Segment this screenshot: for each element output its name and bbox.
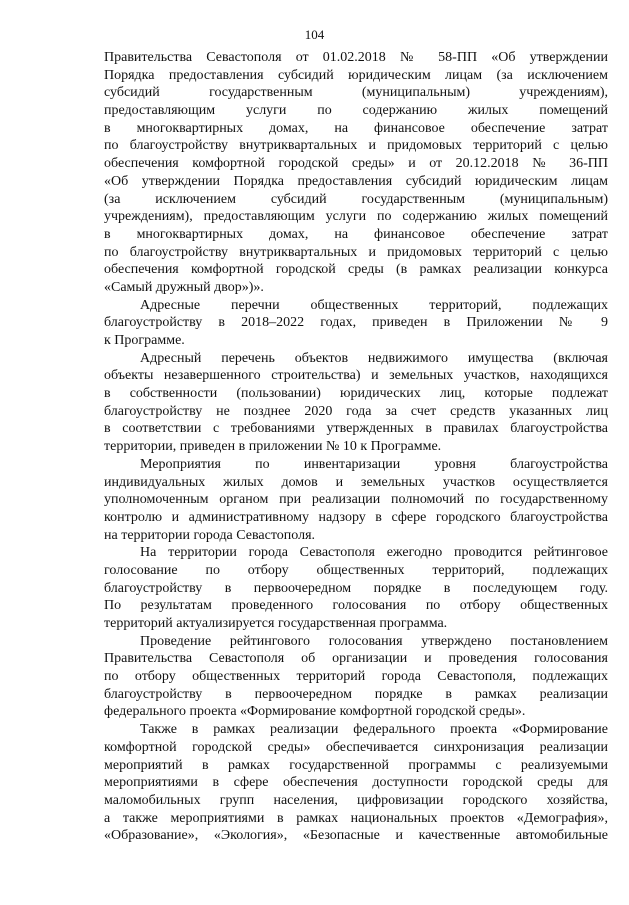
paragraph — [104, 633, 608, 721]
text-line: а также мероприятиями в рамках национальных проектов «Демография», — [104, 810, 608, 826]
text-line: на территории города Севастополя. — [104, 527, 316, 543]
text-line: Проведение рейтингового голосования утверждено постановлением — [140, 633, 608, 649]
text-line: по благоустройству внутриквартальных и придомовых территорий с целью — [104, 138, 608, 154]
text-line: в многоквартирных домах, на финансовое обеспечение затрат — [104, 226, 608, 242]
text-line: в многоквартирных домах, на финансовое обеспечение затрат — [104, 120, 608, 136]
text-line: в соответствии с требованиями утвержденных в правилах благоустройства — [104, 421, 608, 437]
paragraph — [104, 456, 608, 544]
paragraph — [104, 721, 608, 845]
text-line: мероприятий в рамках государственной программы с реализуемыми — [104, 757, 608, 773]
text-line: мероприятиями в сфере обеспечения доступности городской среды для — [104, 775, 608, 791]
text-line: объекты незавершенного строительства) и земельных участков, находящихся — [104, 368, 608, 384]
text-line: уполномоченным органом при реализации полномочий по государственному — [104, 492, 608, 508]
paragraph — [104, 49, 608, 297]
text-line: комфортной городской среды» обеспечивается синхронизация реализации — [104, 739, 608, 755]
text-line: На территории города Севастополя ежегодно проводится рейтинговое — [140, 545, 608, 561]
text-line: индивидуальных жилых домов и земельных участков осуществляется — [104, 474, 608, 490]
text-line: благоустройству в первоочередном порядке в последующем году. — [104, 580, 608, 596]
text-line: учреждениям), предоставляющим услуги по содержанию жилых помещений — [104, 209, 608, 225]
text-line: по отбору общественных территорий города Севастополя, подлежащих — [104, 669, 608, 685]
text-line: субсидий государственным (муниципальным) учреждениям), — [104, 85, 608, 101]
text-line: маломобильных групп населения, цифровизации городского хозяйства, — [104, 792, 608, 808]
text-line: благоустройству в 2018–2022 годах, приведен в Приложении № 9 — [104, 315, 608, 331]
text-line: Адресный перечень объектов недвижимого имущества (включая — [140, 350, 608, 366]
text-line: Мероприятия по инвентаризации уровня благоустройства — [140, 456, 608, 472]
text-line: в собственности (пользовании) юридических лиц, которые подлежат — [104, 386, 608, 402]
paragraph — [104, 350, 608, 456]
text-line: Адресные перечни общественных территорий, подлежащих — [140, 297, 608, 313]
paragraph — [104, 297, 608, 350]
text-line: «Самый дружный двор»)». — [104, 279, 264, 295]
text-line: По результатам проведенного голосования по отбору общественных — [104, 598, 608, 614]
text-line: территорий актуализируется государственная программа. — [104, 616, 448, 631]
text-line: по благоустройству внутриквартальных и придомовых территорий с целью — [104, 244, 608, 260]
body-text — [104, 49, 608, 845]
text-line: голосование по отбору общественных территорий, подлежащих — [104, 562, 608, 578]
page-number: 104 — [304, 27, 325, 42]
text-line: к Программе. — [104, 333, 185, 348]
text-line: обеспечения комфортной городской среды» и от 20.12.2018 № 36-ПП — [104, 156, 608, 172]
text-line: территории, приведен в приложении № 10 к Программе. — [104, 439, 442, 455]
text-line: Правительства Севастополя от 01.02.2018 № 58-ПП «Об утверждении — [104, 50, 608, 65]
text-line: «Об утверждении Порядка предоставления субсидий юридическим лицам — [104, 173, 608, 189]
text-line: благоустройству не позднее 2020 года за счет средств указанных лиц — [104, 403, 608, 419]
text-line: «Образование», «Экология», «Безопасные и качественные автомобильные — [104, 828, 608, 844]
text-line: контролю и административному надзору в сфере городского благоустройства — [104, 509, 608, 525]
text-line: Правительства Севастополя об организации и проведения голосования — [104, 651, 608, 667]
text-line: Порядка предоставления субсидий юридическим лицам (за исключением — [104, 67, 608, 83]
paragraph — [104, 544, 608, 632]
text-line: предоставляющим услуги по содержанию жилых помещений — [104, 103, 608, 119]
text-line: обеспечения комфортной городской среды (в рамках реализации конкурса — [104, 262, 608, 278]
text-line: (за исключением субсидий государственным (муниципальным) — [104, 191, 608, 207]
text-line: федерального проекта «Формирование комфортной городской среды». — [104, 704, 526, 720]
text-line: благоустройству в первоочередном порядке в рамках реализации — [104, 686, 608, 702]
text-line: Также в рамках реализации федерального проекта «Формирование — [140, 722, 608, 738]
